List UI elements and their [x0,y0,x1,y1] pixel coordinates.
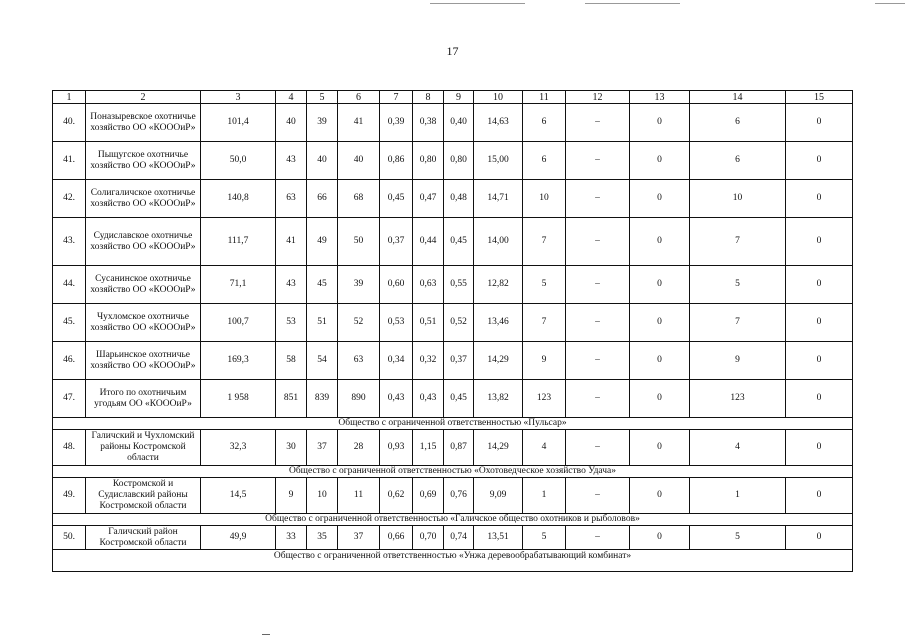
value-cell: 4 [523,430,566,466]
value-cell: 0,62 [380,478,413,514]
table-row [53,478,853,514]
value-cell: 0 [630,478,690,514]
value-cell: 54 [307,342,338,380]
value-cell: 10 [307,478,338,514]
value-cell: – [566,266,630,304]
value-cell: 7 [690,304,786,342]
value-cell: 51 [307,304,338,342]
value-cell: 0,80 [413,142,444,180]
value-cell: 0,69 [413,478,444,514]
column-number-header: 4 [276,91,307,104]
column-number-header: 6 [338,91,380,104]
value-cell: 0,43 [380,380,413,418]
organization-row [53,550,853,572]
value-cell: – [566,218,630,266]
organization-name: Общество с ограниченной ответственностью «Охотоведческое хозяйство Удача» [53,466,853,478]
value-cell: 0 [630,380,690,418]
table-row [53,142,853,180]
row-name: Костромской и Судиславский районы Костромской области [86,478,201,514]
value-cell: 0 [786,180,853,218]
organization-name: Общество с ограниченной ответственностью «Пульсар» [53,418,853,430]
value-cell: 0 [630,342,690,380]
value-cell: 52 [338,304,380,342]
value-cell: 0 [786,104,853,142]
value-cell: 6 [523,104,566,142]
row-number: 42. [53,180,86,218]
value-cell: 0,48 [444,180,474,218]
organization-name: Общество с ограниченной ответственностью «Галичское общество охотников и рыболовов» [53,514,853,526]
value-cell: 0 [630,526,690,550]
value-cell: 11 [338,478,380,514]
value-cell: 0,93 [380,430,413,466]
value-cell: 0 [786,478,853,514]
value-cell: 13,51 [474,526,523,550]
value-cell: 33 [276,526,307,550]
value-cell: 9,09 [474,478,523,514]
page-number: 17 [446,44,459,58]
value-cell: 0,74 [444,526,474,550]
value-cell: 13,46 [474,304,523,342]
value-cell: 13,82 [474,380,523,418]
value-cell: 7 [523,304,566,342]
organization-row [53,466,853,478]
value-cell: 15,00 [474,142,523,180]
value-cell: 28 [338,430,380,466]
value-cell: 0,34 [380,342,413,380]
value-cell: 39 [338,266,380,304]
row-name: Пыщугское охотничье хозяйство ОО «КОООиР» [86,142,201,180]
value-cell: – [566,142,630,180]
table-row [53,380,853,418]
value-cell: 0,37 [444,342,474,380]
value-cell: 0,47 [413,180,444,218]
value-cell: 851 [276,380,307,418]
value-cell: – [566,304,630,342]
column-number-header: 12 [566,91,630,104]
row-number: 49. [53,478,86,514]
value-cell: 40 [307,142,338,180]
value-cell: 1 [690,478,786,514]
value-cell: 12,82 [474,266,523,304]
row-number: 46. [53,342,86,380]
column-number-header: 13 [630,91,690,104]
value-cell: 5 [523,526,566,550]
value-cell: 0,63 [413,266,444,304]
value-cell: 40 [338,142,380,180]
value-cell: 50,0 [201,142,276,180]
value-cell: 0,45 [380,180,413,218]
table-row [53,104,853,142]
value-cell: – [566,104,630,142]
top-rule-mid [585,3,680,4]
row-name: Галичский и Чухломский районы Костромской области [86,430,201,466]
table-row [53,304,853,342]
value-cell: 0 [630,266,690,304]
value-cell: 5 [523,266,566,304]
row-number: 45. [53,304,86,342]
value-cell: 1 [523,478,566,514]
column-number-header: 15 [786,91,853,104]
hunting-data-table [52,90,853,572]
value-cell: – [566,478,630,514]
row-name: Чухломское охотничье хозяйство ОО «КОООиР» [86,304,201,342]
column-number-header: 8 [413,91,444,104]
value-cell: 0,38 [413,104,444,142]
value-cell: 30 [276,430,307,466]
value-cell: 100,7 [201,304,276,342]
header-row [53,91,853,104]
value-cell: 0 [630,180,690,218]
value-cell: 1 958 [201,380,276,418]
value-cell: 0 [630,104,690,142]
value-cell: 9 [523,342,566,380]
value-cell: 0,80 [444,142,474,180]
value-cell: 0,45 [444,218,474,266]
column-number-header: 9 [444,91,474,104]
value-cell: 0 [786,342,853,380]
value-cell: 0 [786,304,853,342]
value-cell: 41 [276,218,307,266]
table-row [53,526,853,550]
table-row [53,430,853,466]
value-cell: 0,86 [380,142,413,180]
value-cell: 0,70 [413,526,444,550]
value-cell: 63 [276,180,307,218]
value-cell: 45 [307,266,338,304]
row-number: 41. [53,142,86,180]
value-cell: 0 [786,380,853,418]
value-cell: 0,87 [444,430,474,466]
value-cell: 58 [276,342,307,380]
organization-row [53,418,853,430]
value-cell: 0,44 [413,218,444,266]
value-cell: 0 [630,142,690,180]
value-cell: 41 [338,104,380,142]
value-cell: 0,53 [380,304,413,342]
value-cell: 140,8 [201,180,276,218]
value-cell: 0,39 [380,104,413,142]
row-number: 43. [53,218,86,266]
value-cell: 71,1 [201,266,276,304]
value-cell: 0,45 [444,380,474,418]
value-cell: 32,3 [201,430,276,466]
value-cell: 0,52 [444,304,474,342]
value-cell: 0,60 [380,266,413,304]
row-name: Судиславское охотничье хозяйство ОО «КОООиР» [86,218,201,266]
value-cell: 9 [690,342,786,380]
value-cell: 0,32 [413,342,444,380]
value-cell: 39 [307,104,338,142]
table-row [53,266,853,304]
column-number-header: 1 [53,91,86,104]
value-cell: 6 [523,142,566,180]
value-cell: 5 [690,526,786,550]
column-number-header: 14 [690,91,786,104]
value-cell: 123 [523,380,566,418]
row-name: Поназыревское охотничье хозяйство ОО «КОООиР» [86,104,201,142]
value-cell: 890 [338,380,380,418]
value-cell: 49,9 [201,526,276,550]
value-cell: 63 [338,342,380,380]
value-cell: 50 [338,218,380,266]
table-row [53,218,853,266]
value-cell: 37 [307,430,338,466]
value-cell: 6 [690,142,786,180]
value-cell: 43 [276,266,307,304]
row-number: 47. [53,380,86,418]
value-cell: 49 [307,218,338,266]
value-cell: 0,40 [444,104,474,142]
value-cell: – [566,180,630,218]
value-cell: 0 [630,430,690,466]
column-number-header: 7 [380,91,413,104]
value-cell: 35 [307,526,338,550]
column-number-header: 5 [307,91,338,104]
row-number: 40. [53,104,86,142]
value-cell: 10 [523,180,566,218]
value-cell: 53 [276,304,307,342]
value-cell: 0 [786,266,853,304]
value-cell: 37 [338,526,380,550]
row-name: Галичский район Костромской области [86,526,201,550]
table-row [53,180,853,218]
value-cell: 7 [690,218,786,266]
value-cell: 839 [307,380,338,418]
value-cell: 40 [276,104,307,142]
row-name: Солигаличское охотничье хозяйство ОО «КОООиР» [86,180,201,218]
value-cell: 0 [630,218,690,266]
value-cell: 14,00 [474,218,523,266]
value-cell: 66 [307,180,338,218]
organization-name: Общество с ограниченной ответственностью «Унжа деревообрабатывающий комбинат» [53,550,853,572]
value-cell: 9 [276,478,307,514]
value-cell: 14,5 [201,478,276,514]
value-cell: 123 [690,380,786,418]
value-cell: 6 [690,104,786,142]
value-cell: 0 [786,218,853,266]
value-cell: 169,3 [201,342,276,380]
top-rule-right [875,3,905,4]
value-cell: 10 [690,180,786,218]
value-cell: 0,51 [413,304,444,342]
value-cell: 14,71 [474,180,523,218]
row-name: Итого по охотничьим угодьям ОО «КОООиР» [86,380,201,418]
row-number: 50. [53,526,86,550]
value-cell: 14,63 [474,104,523,142]
scan-mark [262,634,270,635]
value-cell: 43 [276,142,307,180]
top-rule-left [430,3,525,4]
value-cell: 0 [786,142,853,180]
value-cell: 0 [630,304,690,342]
value-cell: 68 [338,180,380,218]
row-number: 48. [53,430,86,466]
column-number-header: 3 [201,91,276,104]
value-cell: 14,29 [474,430,523,466]
value-cell: 111,7 [201,218,276,266]
column-number-header: 11 [523,91,566,104]
row-name: Сусанинское охотничье хозяйство ОО «КОООиР» [86,266,201,304]
organization-row [53,514,853,526]
row-name: Шарьинское охотничье хозяйство ОО «КОООиР» [86,342,201,380]
column-number-header: 2 [86,91,201,104]
value-cell: 14,29 [474,342,523,380]
value-cell: 0,43 [413,380,444,418]
value-cell: 1,15 [413,430,444,466]
value-cell: 0,55 [444,266,474,304]
value-cell: 0,37 [380,218,413,266]
value-cell: – [566,380,630,418]
value-cell: 5 [690,266,786,304]
value-cell: – [566,342,630,380]
table-row [53,342,853,380]
value-cell: – [566,526,630,550]
value-cell: – [566,430,630,466]
value-cell: 4 [690,430,786,466]
column-number-header: 10 [474,91,523,104]
value-cell: 0,66 [380,526,413,550]
value-cell: 101,4 [201,104,276,142]
row-number: 44. [53,266,86,304]
value-cell: 7 [523,218,566,266]
value-cell: 0 [786,526,853,550]
value-cell: 0 [786,430,853,466]
value-cell: 0,76 [444,478,474,514]
